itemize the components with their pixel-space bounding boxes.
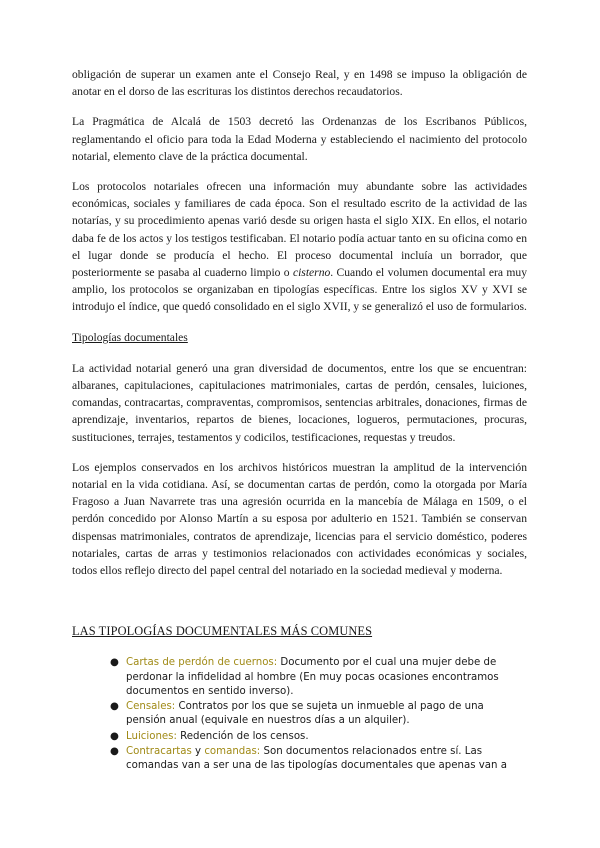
list-item-text: Documento por el cual una mujer debe de perdonar la infidelidad al hombre (En muy pocas ocasiones encontramos documentos en sentido inverso). [126, 657, 499, 697]
list-item-connector: y [191, 745, 205, 757]
list-item-term: Contracartas [126, 745, 192, 757]
bullet-icon: ● [110, 745, 119, 757]
list-item-text: Redención de los censos. [176, 730, 309, 742]
bullet-icon: ● [110, 657, 119, 669]
section-title-tipologias-comunes: LAS TIPOLOGÍAS DOCUMENTALES MÁS COMUNES [72, 624, 373, 639]
list-item-term-secondary: comandas: [204, 745, 261, 757]
tipologias-list [72, 656, 527, 773]
paragraph-ejemplos-conservados: Los ejemplos conservados en los archivos históricos muestran la amplitud de la intervención notarial en la vida cotidiana. Así, se documentan cartas de perdón, como la otorgada por María Fragoso a Juan Navarrete tras una agresión ocurrida en la mancebía de Málaga en 1509, o el perdón concedido por Alonso Martín a su esposa por adulterio en 1521. También se conservan dispensas matrimoniales, contratos de aprendizaje, licencias para el servicio doméstico, poderes notariales, cartas de arras y testimonios relacionados con actividades económicas y sociales, todos ellos reflejo directo del papel central del notariado en la sociedad medieval y moderna. [72, 460, 527, 578]
list-item [110, 700, 527, 728]
paragraph-pragmatica-alcala: La Pragmática de Alcalá de 1503 decretó las Ordenanzas de los Escribanos Públicos, reglamentando el oficio para toda la Edad Moderna y estableciendo el nacimiento del protocolo notarial, elemento clave de la práctica documental. [72, 115, 527, 163]
list-item-term: Luiciones: [126, 730, 177, 742]
protocolos-text-end: . Cuando el volumen documental era muy amplio, los protocolos se organizaban en tipologías específicas. Entre los siglos XV y XVI se introdujo el índice, que quedó consolidado en el siglo XVII, y se generalizó el uso de formularios. [72, 266, 527, 314]
paragraph-diversidad-documentos: La actividad notarial generó una gran diversidad de documentos, entre los que se encuentran: albaranes, capitulaciones, capitulaciones matrimoniales, cartas de perdón, censales, luiciones, comandas, contracartas, compraventas, compromisos, sentencias arbitrales, donaciones, firmas de aprendizaje, inventarios, repartos de bienes, locaciones, logueros, permutaciones, procuras, sustituciones, terrajes, testamentos y codicilos, testificaciones, requestas y treudos. [72, 361, 527, 444]
document-page [72, 66, 527, 774]
list-item [110, 656, 527, 699]
paragraph-escribanos-examen: obligación de superar un examen ante el Consejo Real, y en 1498 se impuso la obligación de anotar en el dorso de las escrituras los distintos derechos recaudatorios. [72, 68, 527, 99]
list-item-term: Censales: [126, 701, 176, 713]
list-item-text: Contratos por los que se sujeta un inmueble al pago de una pensión anual (equivale en nuestros días a un alquiler). [126, 701, 484, 727]
protocolos-text-start: Los protocolos notariales ofrecen una información muy abundante sobre las actividades económicas, sociales y familiares de cada época. Son el resultado escrito de la actividad de las notarías, y su procedimiento apenas varió desde su origen hasta el siglo XIX. En ellos, el notario daba fe de los actos y los testigos testificaban. El notario podía actuar tanto en su oficina como en el lugar donde se producía el hecho. El proceso documental incluía un borrador, que posteriormente se pasaba al cuaderno limpio o [72, 180, 527, 280]
bullet-icon: ● [110, 701, 119, 713]
cisterno-italic: cisterno [292, 266, 331, 280]
paragraph-protocolos-notariales [72, 178, 527, 316]
bullet-icon: ● [110, 730, 119, 742]
list-item [110, 745, 527, 773]
list-item-term: Cartas de perdón de cuernos: [126, 657, 278, 669]
list-item [110, 730, 527, 744]
list-item-text: Son documentos relacionados entre sí. Las comandas van a ser una de las tipologías documentales que apenas van a [126, 745, 507, 771]
subheading-tipologias: Tipologías documentales [72, 330, 188, 344]
